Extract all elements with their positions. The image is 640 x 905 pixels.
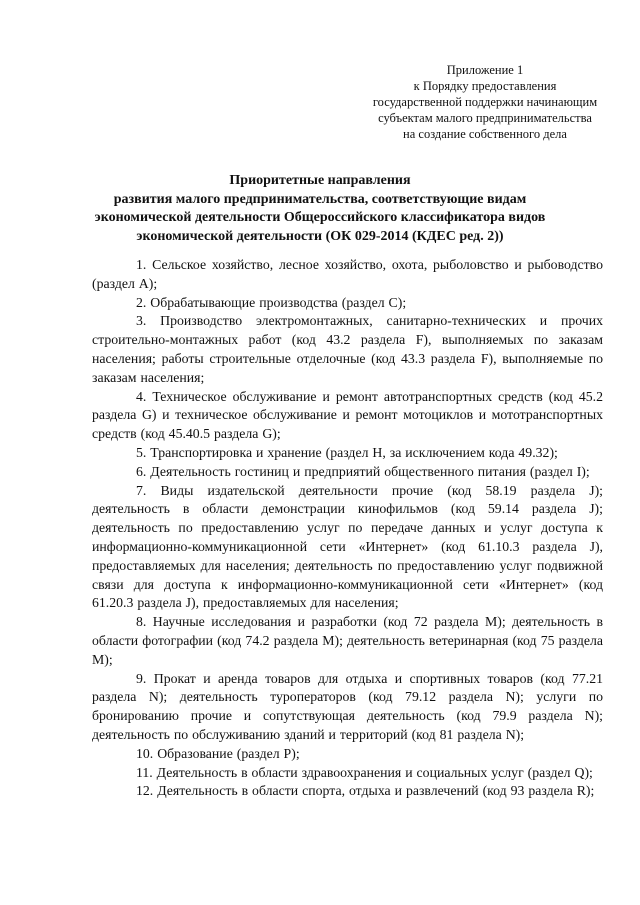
list-item: 9. Прокат и аренда товаров для отдыха и спортивных товаров (код 77.21 раздела N); деятельность туроператоров (код 79.12 раздела N); услуги по бронированию прочие и сопутствующая деятельность (код 79.9 раздела N); деятельность по обслуживанию зданий и территорий (код 81 раздела N); [92,670,603,742]
list-item: 1. Сельское хозяйство, лесное хозяйство, охота, рыболовство и рыбоводство (раздел А); [92,257,603,291]
title-line: экономической деятельности (ОК 029-2014 (КДЕС ред. 2)) [136,228,504,244]
list-item: 3. Производство электромонтажных, санитарно-технических и прочих строительно-монтажных работ (код 43.2 раздела F), выполняемых по заказам населения; работы строительные отделочные (код 43.3 раздела F), выполняемые по заказам населения; [92,313,603,385]
list-item: 6. Деятельность гостиниц и предприятий общественного питания (раздел I); [136,463,590,479]
appendix-header [350,62,620,142]
appendix-line: на создание собственного дела [403,127,567,141]
title-line: развития малого предпринимательства, соответствующие видам [113,191,527,207]
list-item: 5. Транспортировка и хранение (раздел H, за исключением кода 49.32); [136,444,558,460]
list-item: 12. Деятельность в области спорта, отдыха и развлечений (код 93 раздела R); [136,783,595,799]
list-item: 2. Обрабатывающие производства (раздел С); [136,294,407,310]
list-item: 7. Виды издательской деятельности прочие (код 58.19 раздела J); деятельность в области демонстрации кинофильмов (код 59.14 раздела J); деятельность по предоставлению услуг по передаче данных и услуг доступа к информационно-коммуникационной сети «Интернет» (код 61.10.3 раздела J), предоставляемых для населения; деятельность по предоставлению услуг подвижной связи для доступа к информационно-коммуникационной сети «Интернет» (код 61.20.3 раздела J), предоставляемых для населения; [92,482,603,611]
title-line: Приоритетные направления [229,173,411,188]
list-item: 10. Образование (раздел P); [136,745,300,761]
appendix-line: Приложение 1 [446,63,524,77]
list-item: 8. Научные исследования и разработки (код 72 раздела M); деятельность в области фотографии (код 74.2 раздела M); деятельность ветеринарная (код 75 раздела M); [92,614,603,667]
appendix-line: к Порядку предоставления [413,79,557,93]
appendix-line: государственной поддержки начинающим [372,95,598,109]
list-item: 11. Деятельность в области здравоохранения и социальных услуг (раздел Q); [136,764,593,780]
list-item: 4. Техническое обслуживание и ремонт автотранспортных средств (код 45.2 раздела G) и техническое обслуживание и ремонт мотоциклов и мототранспортных средств (код 45.40.5 раздела G); [92,388,603,442]
document-title [80,172,560,246]
title-line: экономической деятельности Общероссийского классификатора видов [94,210,546,225]
priority-list [92,256,603,801]
appendix-line: субъектам малого предпринимательства [378,111,592,125]
